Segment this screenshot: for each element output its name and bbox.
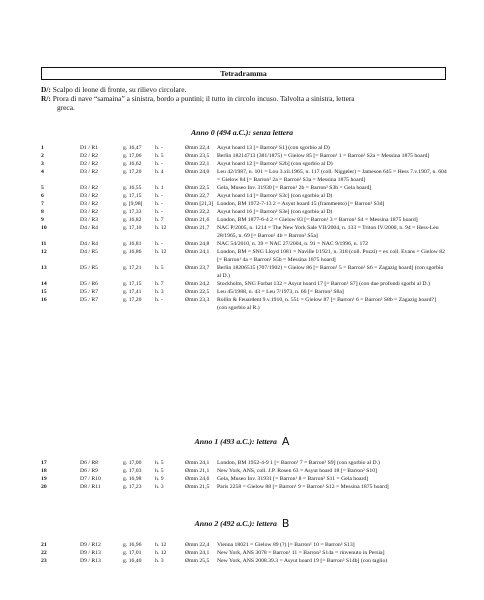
coin-number: 2 [41, 153, 44, 159]
weight-value: g. 17,10 [123, 225, 142, 231]
axis-value: h. 9 [155, 476, 164, 482]
coin-number: 8 [41, 209, 44, 215]
weight-value: g. 17,06 [123, 153, 142, 159]
diameter-value: Ømm 23,5 [185, 153, 210, 159]
die-pair: D9 / R13 [80, 558, 101, 564]
diameter-value: Ømm 21,7 [185, 225, 210, 231]
table-row [0, 467, 484, 475]
die-pair: D4 / R4 [80, 241, 99, 247]
diameter-value: Ømm 24,8 [185, 241, 210, 247]
coin-number: 21 [41, 542, 47, 548]
axis-value: h. - [155, 209, 163, 215]
axis-value: h. 1 [155, 185, 164, 191]
catalog-rows-year-0 [0, 144, 484, 312]
diameter-value: Ømm [21,3] [185, 201, 214, 207]
table-row [0, 240, 484, 248]
section-heading-text: Anno 0 (494 a.C.): senza lettera [190, 128, 293, 137]
axis-value: h. 3 [155, 558, 164, 564]
table-row [0, 160, 484, 168]
provenance-text: Asyut hoard 14 [= Barron² S3c] (con sgorbio al D) [217, 193, 333, 199]
section-heading-text: Anno 1 (493 a.C.): lettera [194, 437, 277, 446]
provenance-text: London, BM 1972-7-13 2 = Asyut hoard 15 (frammento) [= Barron² S3d] [217, 201, 385, 207]
axis-value: h. 5 [155, 265, 164, 271]
table-row [0, 264, 484, 280]
axis-value: h. 12 [155, 225, 167, 231]
diameter-value: Ømm 24,0 [185, 169, 210, 175]
table-row [0, 459, 484, 467]
diameter-value: Ømm 24,1 [185, 249, 210, 255]
table-row [0, 200, 484, 208]
coin-number: 4 [41, 169, 44, 175]
table-row [0, 192, 484, 200]
die-pair: D5 / R7 [80, 289, 99, 295]
die-pair: D3 / R2 [80, 193, 99, 199]
table-row [0, 483, 484, 491]
weight-value: g. 17,41 [123, 289, 142, 295]
reverse-text: Prora di nave “samaina” a sinistra, bordo a puntini; il tutto in circolo incuso. Talvolta a sinistra, lettera [52, 94, 355, 103]
weight-value: g. 16,47 [123, 145, 142, 151]
weight-value: g. 16,81 [123, 241, 142, 247]
die-pair: D3 / R2 [80, 185, 99, 191]
die-pair: D3 / R2 [80, 169, 99, 175]
weight-value: g. 17,00 [123, 460, 142, 466]
catalog-rows-year-1 [0, 459, 484, 491]
provenance-text: Asyut hoard 16 [= Barron² S3e] (con sgorbio al D) [217, 209, 333, 215]
page-title: Tetradramma [41, 67, 446, 80]
catalog-rows-year-2 [0, 541, 484, 565]
diameter-value: Ømm 25,5 [185, 558, 210, 564]
axis-value: h. 5 [155, 468, 164, 474]
provenance-text: Leu 45/1988, n. 43 = Leu 7/1973, n. 66 [= Barron² S8a] [217, 289, 344, 295]
diameter-value: Ømm 22,5 [185, 185, 210, 191]
coin-number: 15 [41, 289, 47, 295]
weight-value: g. 17,21 [123, 265, 142, 271]
die-pair: D9 / R13 [80, 550, 101, 556]
coin-number: 22 [41, 550, 47, 556]
table-row [0, 152, 484, 160]
axis-value: h. - [155, 241, 163, 247]
table-row [0, 475, 484, 483]
axis-value: h. 3 [155, 289, 164, 295]
reverse-text-continued: greca. [57, 103, 75, 112]
axis-value: h. - [155, 193, 163, 199]
diameter-value: Ømm 24,1 [185, 460, 210, 466]
axis-value: h. - [155, 297, 163, 303]
table-row [0, 208, 484, 216]
table-row [0, 168, 484, 184]
table-row [0, 184, 484, 192]
coin-number: 9 [41, 217, 44, 223]
axis-value: h. - [155, 201, 163, 207]
coin-number: 1 [41, 145, 44, 151]
coin-number: 13 [41, 265, 47, 271]
diameter-value: Ømm 24,1 [185, 550, 210, 556]
weight-value: g. 16,98 [123, 476, 142, 482]
provenance-text: Gela, Museo Inv. 31930 [= Barron¹ 2b = Barron² S3b = Gela hoard] [217, 185, 372, 191]
greek-letter-glyph: A [281, 435, 290, 448]
provenance-text: Asyut hoard 12 [= Barron² S2b] (con sgorbio al D) [217, 161, 333, 167]
provenance-text: Paris 2258 = Gielow 88 [= Barron¹ 9 = Barron² S12 = Messina 1875 hoard] [217, 484, 389, 490]
die-pair: D3 / R3 [80, 217, 99, 223]
obverse-text: Scalpo di leone di fronte, su rilievo circolare. [52, 85, 187, 94]
die-pair: D8 / R11 [80, 484, 101, 490]
die-pair: D2 / R2 [80, 153, 99, 159]
die-pair: D5 / R7 [80, 297, 99, 303]
diameter-value: Ømm 23,3 [185, 297, 210, 303]
axis-value: h. 4 [155, 169, 164, 175]
coin-number: 17 [41, 460, 47, 466]
provenance-text: London, BM = SNG Lloyd 1081 = Naville I/1921, n. 318 (coll. Pozzi) = ex coll. Evans = Gielow 82 [= Barron¹ 4a = Barron² S5b = Messina 1875 hoard] [217, 249, 445, 263]
description-obverse [41, 85, 446, 94]
weight-value: g. 16,62 [123, 161, 142, 167]
section-heading-year-0 [0, 128, 484, 138]
diameter-value: Ømm 24,6 [185, 476, 210, 482]
provenance-text: New York, ANS 2008.39.3 = Asyut hoard 19 [= Barron² S14b] (con taglio) [217, 558, 388, 564]
die-pair: D1 / R1 [80, 145, 99, 151]
table-row [0, 288, 484, 296]
die-pair: D2 / R2 [80, 161, 99, 167]
description-reverse [41, 94, 446, 112]
axis-value: h. 7 [155, 217, 164, 223]
weight-value: g. 16,40 [123, 558, 142, 564]
section-heading-year-1 [0, 437, 484, 447]
die-pair: D9 / R12 [80, 542, 101, 548]
weight-value: g. 16,55 [123, 185, 142, 191]
weight-value: g. 17,15 [123, 193, 142, 199]
provenance-text: London, BM 1952-4-9 1 [= Barron¹ 7 = Barron² S9] (con sgorbio al D.) [217, 460, 380, 466]
greek-letter-glyph: B [281, 517, 290, 530]
table-row [0, 216, 484, 224]
coin-number: 23 [41, 558, 47, 564]
die-pair: D6 / R8 [80, 460, 99, 466]
table-row [0, 557, 484, 565]
diameter-value: Ømm 21,1 [185, 468, 210, 474]
die-pair: D4 / R4 [80, 225, 99, 231]
coin-number: 7 [41, 201, 44, 207]
provenance-text: Rollin & Feuardent 9.v.1910, n. 551 = Gielow 87 [= Barron¹ 6 = Barron² S8b = Zagazig hoard?] (con sgorbio al R.) [217, 297, 436, 311]
axis-value: h. - [155, 145, 163, 151]
axis-value: h. 7 [155, 281, 164, 287]
die-pair: D6 / R9 [80, 468, 99, 474]
coin-number: 3 [41, 161, 44, 167]
die-pair: D3 / R2 [80, 201, 99, 207]
provenance-text: Gela, Museo Inv. 31931 [= Barron¹ 8 = Barron² S11 = Gela hoard] [217, 476, 369, 482]
weight-value: g. 16,82 [123, 217, 142, 223]
coin-number: 5 [41, 185, 44, 191]
table-row [0, 296, 484, 312]
die-pair: D5 / R5 [80, 265, 99, 271]
section-heading-year-2 [0, 519, 484, 529]
axis-value: h. 12 [155, 542, 167, 548]
axis-value: h. 12 [155, 249, 167, 255]
provenance-text: Stockholm, SNG Forbat 132 = Asyut hoard 17 [= Barron² S7] (con due profondi sgorbi al D.) [217, 281, 430, 287]
diameter-value: Ømm 24,2 [185, 281, 210, 287]
die-pair: D5 / R6 [80, 281, 99, 287]
coin-number: 20 [41, 484, 47, 490]
die-pair: D7 / R10 [80, 476, 101, 482]
diameter-value: Ømm 22,5 [185, 289, 210, 295]
axis-value: h. 12 [155, 550, 167, 556]
provenance-text: Berlin 18206515 (707/1902) = Gielow 86 [= Barron¹ 5 = Barron² S6 = Zagazig hoard] (con sgorbio al D.) [217, 265, 444, 279]
weight-value: g. [9,98] [123, 201, 143, 207]
axis-value: h. 5 [155, 153, 164, 159]
table-row [0, 280, 484, 288]
table-row [0, 224, 484, 240]
axis-value: h. 5 [155, 460, 164, 466]
table-row [0, 541, 484, 549]
diameter-value: Ømm 21,5 [185, 484, 210, 490]
provenance-text: Asyut hoard 13 [= Barron² S1] (con sgorbio al D) [217, 145, 330, 151]
provenance-text: Vienna 18021 = Gielow 89 (?) [= Barron¹ 10 = Barron² S13] [217, 542, 355, 548]
obverse-label: D/: [41, 85, 51, 94]
coin-number: 6 [41, 193, 44, 199]
diameter-value: Ømm 22,7 [185, 193, 210, 199]
weight-value: g. 16,86 [123, 249, 142, 255]
die-pair: D3 / R2 [80, 209, 99, 215]
weight-value: g. 17,01 [123, 550, 142, 556]
diameter-value: Ømm 22,1 [185, 161, 210, 167]
coin-number: 19 [41, 476, 47, 482]
section-heading-text: Anno 2 (492 a.C.): lettera [194, 519, 277, 528]
table-row [0, 248, 484, 264]
provenance-text: London, BM 1877-6-4 2 = Gielow 83 [= Barron¹ 3 = Barron² S4 = Messina 1875 hoard] [217, 217, 418, 223]
provenance-text: New York, ANS 3078 = Barron¹ 11 = Barron² S14a = rinvenuto in Persia] [217, 550, 385, 556]
die-pair: D4 / R5 [80, 249, 99, 255]
diameter-value: Ømm 23,7 [185, 265, 210, 271]
weight-value: g. 17,23 [123, 484, 142, 490]
table-row [0, 144, 484, 152]
provenance-text: NAC 54/2010, n. 39 = NAC 27/2004, n. 91 = NAC 9/1996, n. 172 [217, 241, 368, 247]
diameter-value: Ømm 22,2 [185, 209, 210, 215]
provenance-text: New York, ANS, coll. J.P. Rosen 63 = Asyut hoard 18 [= Barron² S10] [217, 468, 377, 474]
coin-number: 14 [41, 281, 47, 287]
weight-value: g. 17,20 [123, 169, 142, 175]
provenance-text: NAC P/2005, n. 1214 = The New York Sale VII/2004, n. 133 = Triton IV/2000, n. 94 = Hess-Leu 28/1965, n. 69 [= Barron¹ 4b = Barron² S5a] [217, 225, 439, 239]
provenance-text: Leu 42/1987, n. 101 = Lou 3.xii.1965, n. 117 (coll. Niggeler) = Jameson 645 = Hess 7.v.1907, n. 604 = Gielow 84 [= Barron¹ 2a = Barron² S3a = Messina 1875 hoard] [217, 169, 447, 183]
diameter-value: Ømm 21,6 [185, 217, 210, 223]
weight-value: g. 16,96 [123, 542, 142, 548]
axis-value: h. 3 [155, 484, 164, 490]
weight-value: g. 17,15 [123, 281, 142, 287]
coin-number: 18 [41, 468, 47, 474]
coin-number: 11 [41, 241, 47, 247]
table-row [0, 549, 484, 557]
diameter-value: Ømm 22,4 [185, 145, 210, 151]
coin-number: 16 [41, 297, 47, 303]
provenance-text: Berlin 18214713 (381/1875) = Gielow 85 [= Barron¹ 1 = Barron² S2a = Messina 1875 hoard] [217, 153, 430, 159]
reverse-label: R/: [41, 94, 51, 103]
axis-value: h. - [155, 161, 163, 167]
coin-number: 12 [41, 249, 47, 255]
weight-value: g. 17,03 [123, 468, 142, 474]
coin-number: 10 [41, 225, 47, 231]
weight-value: g. 17,20 [123, 297, 142, 303]
diameter-value: Ømm 22,4 [185, 542, 210, 548]
weight-value: g. 17,33 [123, 209, 142, 215]
